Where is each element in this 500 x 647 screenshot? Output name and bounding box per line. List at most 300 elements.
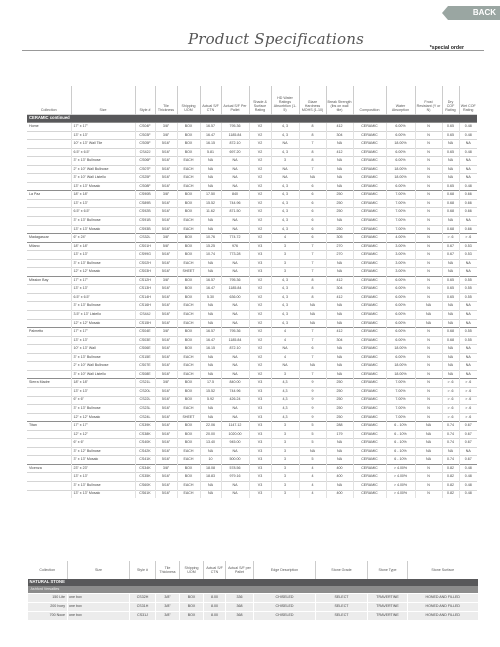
table-cell: 5/16" xyxy=(155,165,177,174)
table-cell: SHEET xyxy=(177,413,200,422)
table-cell: 0.68 xyxy=(442,328,459,337)
table-cell: > .6 xyxy=(442,234,459,243)
table-cell: NA xyxy=(221,481,249,490)
table-cell: 5/16" xyxy=(155,353,177,362)
table-cell: NA xyxy=(442,370,459,379)
table-cell: 4, 3 xyxy=(271,182,299,191)
table-row xyxy=(28,603,478,612)
table-cell: 17" x 17" xyxy=(71,328,135,337)
table-cell: 8 xyxy=(299,131,326,140)
table-cell: EACH xyxy=(177,259,200,268)
table-cell: 12" x 12" Mosaic xyxy=(71,413,135,422)
column-header: Tile Thickness xyxy=(155,86,177,115)
table-cell: NA xyxy=(326,302,353,311)
table-cell: NA xyxy=(221,447,249,456)
table-cell: 6 xyxy=(299,225,326,234)
table-cell: N xyxy=(415,217,442,226)
table-cell: BOX xyxy=(177,234,200,243)
table-cell: 6.00% xyxy=(386,293,415,302)
table-cell: CS03F xyxy=(135,131,155,140)
table-cell: 0.74 xyxy=(442,456,459,465)
table-cell: N xyxy=(415,362,442,371)
table-cell: NA xyxy=(200,405,221,414)
table-cell: V3 xyxy=(249,379,271,388)
table-cell: 795.36 xyxy=(221,123,249,132)
table-cell: 200 Ivory xyxy=(28,603,68,612)
table-cell: 3" x 13" Mosaic xyxy=(71,456,135,465)
table-cell: 150 Lite xyxy=(28,594,68,603)
table-cell: NA xyxy=(271,345,299,354)
table-cell: V2 xyxy=(249,140,271,149)
table-cell: 4 xyxy=(299,473,326,482)
table-cell: 270 xyxy=(326,242,353,251)
table-cell: N xyxy=(415,259,442,268)
table-cell: 945.00 xyxy=(221,439,249,448)
table-cell: > .6 xyxy=(442,396,459,405)
table-cell: 13" x 13" Mosaic xyxy=(71,182,135,191)
table-cell: 773.28 xyxy=(221,251,249,260)
table-row xyxy=(27,319,477,328)
table-cell: NA xyxy=(221,259,249,268)
table-cell: 500.00 xyxy=(221,456,249,465)
table-cell: 5/16" xyxy=(155,422,177,431)
table-cell: V2 xyxy=(249,285,271,294)
table-cell: NA xyxy=(326,140,353,149)
table-cell: 3/8" xyxy=(155,131,177,140)
table-cell: BOX xyxy=(180,594,204,603)
table-cell: 1185.84 xyxy=(221,131,249,140)
table-cell: CS31H xyxy=(130,603,156,612)
table-cell: N xyxy=(415,208,442,217)
table-cell: EACH xyxy=(177,311,200,320)
table-cell: 3" x 13" Bullnose xyxy=(71,353,135,362)
table-cell: 840.00 xyxy=(221,379,249,388)
table-cell: NA xyxy=(415,422,442,431)
collection-cell: Sierra Madre xyxy=(27,379,71,388)
table-row xyxy=(27,174,477,183)
table-cell: 7.00% xyxy=(386,405,415,414)
table-cell: TRAVERTINE xyxy=(368,603,408,612)
table-cell: 17" x 17" xyxy=(71,422,135,431)
table-cell: CS20L xyxy=(135,387,155,396)
table-cell: NA xyxy=(221,319,249,328)
table-row xyxy=(27,430,477,439)
table-cell: 16.47 xyxy=(200,336,221,345)
column-header: Style # xyxy=(130,561,156,579)
table-cell: 3/8" xyxy=(156,594,180,603)
table-cell: 0.68 xyxy=(442,199,459,208)
column-header: Water Absorption xyxy=(386,86,415,115)
table-cell: NA xyxy=(415,302,442,311)
table-cell: 5/16" xyxy=(155,405,177,414)
table-cell: 4, 3 xyxy=(271,293,299,302)
table-cell: NA xyxy=(442,353,459,362)
collection-cell xyxy=(27,430,71,439)
table-cell: BOX xyxy=(177,131,200,140)
column-header: Wet COF Rating xyxy=(459,86,477,115)
back-button[interactable]: BACK xyxy=(448,6,500,20)
table-cell: 5/16" xyxy=(155,285,177,294)
table-row xyxy=(27,140,477,149)
table-cell: EACH xyxy=(177,225,200,234)
table-cell: N xyxy=(415,140,442,149)
table-cell: NA xyxy=(459,217,477,226)
table-cell: N xyxy=(415,191,442,200)
table-cell: CERAMIC xyxy=(353,302,386,311)
table-cell: NA xyxy=(200,319,221,328)
table-cell: 744.96 xyxy=(221,387,249,396)
table-cell: CS92B xyxy=(135,208,155,217)
table-cell: 3.00% xyxy=(386,259,415,268)
table-cell: 13" x 13" xyxy=(71,285,135,294)
table-cell: 6" x 6" xyxy=(71,396,135,405)
table-cell: 0.82 xyxy=(442,473,459,482)
table-cell: CERAMIC xyxy=(353,148,386,157)
table-cell: CS04E xyxy=(135,328,155,337)
table-cell: CS03H xyxy=(135,268,155,277)
table-cell: CERAMIC xyxy=(353,345,386,354)
table-cell: CS02H xyxy=(135,259,155,268)
table-cell: BOX xyxy=(177,191,200,200)
table-cell: 0.74 xyxy=(442,439,459,448)
table-cell: NA xyxy=(459,370,477,379)
column-header: Actual S/F Per Pallet xyxy=(221,86,249,115)
table-cell: NA xyxy=(459,140,477,149)
table-cell: CERAMIC xyxy=(353,362,386,371)
table-cell: N xyxy=(415,396,442,405)
table-cell: 3 xyxy=(271,157,299,166)
table-cell: 4, 3 xyxy=(271,319,299,328)
table-cell: NA xyxy=(326,439,353,448)
table-cell: 0.65 xyxy=(442,293,459,302)
table-cell: > 4.00% xyxy=(386,473,415,482)
table-cell: 8 xyxy=(299,123,326,132)
column-header: Glaze Hardness MOHS (1-10) xyxy=(299,86,326,115)
table-cell: 7 xyxy=(299,259,326,268)
table-cell: CS05F xyxy=(135,140,155,149)
table-cell: CS32H xyxy=(130,594,156,603)
title-divider xyxy=(22,50,484,51)
column-header: Dry COF Rating xyxy=(442,86,459,115)
collection-cell xyxy=(27,199,71,208)
table-row xyxy=(27,268,477,277)
table-cell: CERAMIC xyxy=(353,413,386,422)
table-cell: 18.83 xyxy=(200,473,221,482)
table-cell: NA xyxy=(200,165,221,174)
table-cell: 9 xyxy=(299,396,326,405)
table-cell: 6.00% xyxy=(386,328,415,337)
table-cell: SELECT xyxy=(316,612,368,621)
table-cell: 0.55 xyxy=(459,336,477,345)
table-cell: CS38K xyxy=(135,430,155,439)
table-cell: CS99G xyxy=(135,251,155,260)
table-cell: 304 xyxy=(326,131,353,140)
table-cell: 0.65 xyxy=(442,123,459,132)
table-cell: 412 xyxy=(326,276,353,285)
table-cell: 18.00% xyxy=(386,165,415,174)
table-cell: N xyxy=(415,174,442,183)
table-cell: 16.57 xyxy=(200,328,221,337)
table-cell: EACH xyxy=(177,165,200,174)
table-cell: V2 xyxy=(249,191,271,200)
table-cell: 5/16" xyxy=(155,439,177,448)
table-cell: 18" x 18" xyxy=(71,379,135,388)
table-cell: 6 - 10% xyxy=(386,430,415,439)
table-cell: V3 xyxy=(249,242,271,251)
table-cell: 7.00% xyxy=(386,396,415,405)
table-cell: 6.5" x 6.5" xyxy=(71,293,135,302)
table-cell: NA xyxy=(299,174,326,183)
table-row xyxy=(28,612,478,621)
table-cell: N xyxy=(415,131,442,140)
table-cell: 7.00% xyxy=(386,413,415,422)
table-cell: V2 xyxy=(249,345,271,354)
table-cell: NA xyxy=(442,157,459,166)
table-cell: > .6 xyxy=(459,387,477,396)
table-cell: > .6 xyxy=(442,405,459,414)
table-cell: 4, 3 xyxy=(271,208,299,217)
table-cell: N xyxy=(415,234,442,243)
table-cell: 3 xyxy=(271,439,299,448)
table-row xyxy=(27,464,477,473)
table-row xyxy=(27,225,477,234)
table-cell: > .6 xyxy=(459,405,477,414)
table-cell: 5 xyxy=(299,456,326,465)
collection-cell: Home xyxy=(27,123,71,132)
table-cell: CERAMIC xyxy=(353,208,386,217)
table-cell: 0.82 xyxy=(442,481,459,490)
table-cell: 4, 3 xyxy=(271,302,299,311)
table-cell: CS15E xyxy=(135,353,155,362)
column-header: Shipping UOM xyxy=(177,86,200,115)
table-cell: 5/16" xyxy=(155,481,177,490)
table-cell: CS07F xyxy=(135,165,155,174)
table-cell: 368 xyxy=(226,603,254,612)
table-cell: NA xyxy=(442,311,459,320)
table-cell: 3/8" xyxy=(155,276,177,285)
table-cell: N xyxy=(415,387,442,396)
table-cell: V3 xyxy=(249,430,271,439)
table-cell: 5/16" xyxy=(155,490,177,498)
table-cell: 840 xyxy=(221,191,249,200)
table-cell: NA xyxy=(221,405,249,414)
table-cell: 7 xyxy=(299,370,326,379)
table-cell: 3 xyxy=(271,422,299,431)
table-cell: NA xyxy=(299,319,326,328)
table-cell: 0.65 xyxy=(442,182,459,191)
table-cell: 6 xyxy=(299,199,326,208)
table-cell: 18.00% xyxy=(386,345,415,354)
table-cell: CERAMIC xyxy=(353,319,386,328)
table-cell: CS42K xyxy=(135,447,155,456)
collection-cell xyxy=(27,405,71,414)
table-cell: 18.08 xyxy=(200,464,221,473)
table-cell: CS21L xyxy=(135,379,155,388)
table-row xyxy=(27,447,477,456)
column-header: Composition xyxy=(353,86,386,115)
collection-cell xyxy=(27,140,71,149)
column-header: HD Water Ratings Absorbtion (1-5) xyxy=(271,86,299,115)
table-cell: 774.72 xyxy=(221,234,249,243)
collection-cell xyxy=(27,413,71,422)
table-cell: 7.00% xyxy=(386,191,415,200)
table-cell: 7.00% xyxy=(386,208,415,217)
table-cell: 5/16" xyxy=(155,362,177,371)
table-cell: 10.76 xyxy=(200,234,221,243)
table-cell: 5 xyxy=(299,422,326,431)
table-cell: CERAMIC xyxy=(353,259,386,268)
table-cell: CS61K xyxy=(135,490,155,498)
table-cell: HONED AND FILLED xyxy=(408,594,478,603)
table-cell: > .6 xyxy=(442,413,459,422)
table-cell: 3/8" xyxy=(155,234,177,243)
table-cell: NA xyxy=(326,217,353,226)
table-cell: 0.66 xyxy=(459,199,477,208)
table-cell: 5/16" xyxy=(155,293,177,302)
table-cell: BOX xyxy=(177,148,200,157)
collection-cell: Titan xyxy=(27,422,71,431)
table-cell: NA xyxy=(200,217,221,226)
table-cell: 13" x 13" xyxy=(71,473,135,482)
table-cell: V3 xyxy=(249,251,271,260)
table-cell: 250 xyxy=(326,225,353,234)
table-cell: 13" x 13" Mosaic xyxy=(71,225,135,234)
table-cell: CS12H xyxy=(135,276,155,285)
table-cell: 871.50 xyxy=(221,208,249,217)
table-cell: CERAMIC xyxy=(353,396,386,405)
table-row xyxy=(27,481,477,490)
table-cell: NA xyxy=(221,217,249,226)
table-cell: NA xyxy=(221,157,249,166)
table-cell: 4, 3 xyxy=(271,199,299,208)
table-cell: 3 xyxy=(271,456,299,465)
table-cell: CS08E xyxy=(135,370,155,379)
table-cell: NA xyxy=(415,319,442,328)
table-cell: 13" x 13" xyxy=(71,336,135,345)
table-cell: > .6 xyxy=(442,387,459,396)
table-cell: V2 xyxy=(249,165,271,174)
table-cell: NA xyxy=(442,165,459,174)
table-cell: 0.53 xyxy=(459,251,477,260)
table-cell: 5.92 xyxy=(200,396,221,405)
table-cell: N xyxy=(415,225,442,234)
collection-cell xyxy=(27,387,71,396)
table-cell: 3 xyxy=(271,251,299,260)
table-cell: 0.65 xyxy=(442,285,459,294)
table-cell: CS42J xyxy=(135,148,155,157)
table-cell: CS04F xyxy=(135,123,155,132)
table-cell: N xyxy=(415,293,442,302)
table-row xyxy=(27,362,477,371)
table-cell: NA xyxy=(200,259,221,268)
table-cell: NA xyxy=(415,439,442,448)
table-row xyxy=(27,345,477,354)
table-cell: 3 xyxy=(271,268,299,277)
table-cell: 16.15 xyxy=(200,140,221,149)
table-cell: 4 xyxy=(299,490,326,498)
table-cell: 6.00% xyxy=(386,148,415,157)
table-cell: 5/16" xyxy=(155,473,177,482)
table-cell: 6.00% xyxy=(386,276,415,285)
collection-cell xyxy=(27,311,71,320)
table-cell: 7 xyxy=(299,336,326,345)
table-cell: 10.74 xyxy=(200,251,221,260)
table-cell: 1020.00 xyxy=(221,430,249,439)
table-cell: 5/16" xyxy=(155,319,177,328)
table-cell: CERAMIC xyxy=(353,174,386,183)
table-row xyxy=(27,242,477,251)
table-cell: NA xyxy=(221,174,249,183)
collection-cell xyxy=(27,302,71,311)
table-cell: BOX xyxy=(177,208,200,217)
table-cell: CS08F xyxy=(135,182,155,191)
collection-cell xyxy=(27,131,71,140)
table-cell: NA xyxy=(299,302,326,311)
table-cell: CERAMIC xyxy=(353,464,386,473)
table-cell: 4,3 xyxy=(271,387,299,396)
table-cell: N xyxy=(415,157,442,166)
table-cell: 0.68 xyxy=(442,191,459,200)
table-cell: CS01H xyxy=(135,242,155,251)
table-cell: 5/16" xyxy=(155,336,177,345)
table-cell: 288 xyxy=(326,422,353,431)
table-cell: 0.68 xyxy=(442,208,459,217)
table-cell: 0.67 xyxy=(459,439,477,448)
table-cell: NA xyxy=(200,481,221,490)
table-cell: BOX xyxy=(177,345,200,354)
table-cell: V3 xyxy=(249,439,271,448)
table-cell: NA xyxy=(221,268,249,277)
table-cell: 7 xyxy=(299,328,326,337)
table-cell: 22.06 xyxy=(200,422,221,431)
table-cell: 6.00% xyxy=(386,157,415,166)
table-cell: 7 xyxy=(299,140,326,149)
table-cell: BOX xyxy=(180,603,204,612)
table-cell: 4, 3 xyxy=(271,191,299,200)
table-cell: EACH xyxy=(177,405,200,414)
table-cell: N xyxy=(415,251,442,260)
table-cell: CS91B xyxy=(135,217,155,226)
table-cell: NA xyxy=(326,157,353,166)
table-cell: 1185.84 xyxy=(221,336,249,345)
table-cell: 13" x 13" xyxy=(71,251,135,260)
table-cell: NA xyxy=(221,370,249,379)
table-row xyxy=(27,276,477,285)
table-cell: > 4.00% xyxy=(386,481,415,490)
table-cell: 5.30 xyxy=(200,293,221,302)
table-cell: 17.50 xyxy=(200,191,221,200)
table-cell: NA xyxy=(459,353,477,362)
table-cell: 3 xyxy=(271,473,299,482)
collection-cell xyxy=(27,362,71,371)
table-cell: CERAMIC xyxy=(353,199,386,208)
table-cell: BOX xyxy=(177,293,200,302)
table-cell: 3.00% xyxy=(386,268,415,277)
table-cell: 412 xyxy=(326,148,353,157)
table-cell: 5/16" xyxy=(155,208,177,217)
collection-cell xyxy=(27,345,71,354)
table-cell: 0.55 xyxy=(459,328,477,337)
table-cell: N xyxy=(415,353,442,362)
table-cell: NA xyxy=(415,311,442,320)
category-label: CERAMIC continued xyxy=(27,115,477,123)
table-cell: 4.00% xyxy=(386,234,415,243)
table-cell: 16.57 xyxy=(200,276,221,285)
table-cell: NA xyxy=(200,157,221,166)
collection-cell xyxy=(27,157,71,166)
table-cell: 20.00 xyxy=(200,430,221,439)
column-header: Size xyxy=(68,561,130,579)
